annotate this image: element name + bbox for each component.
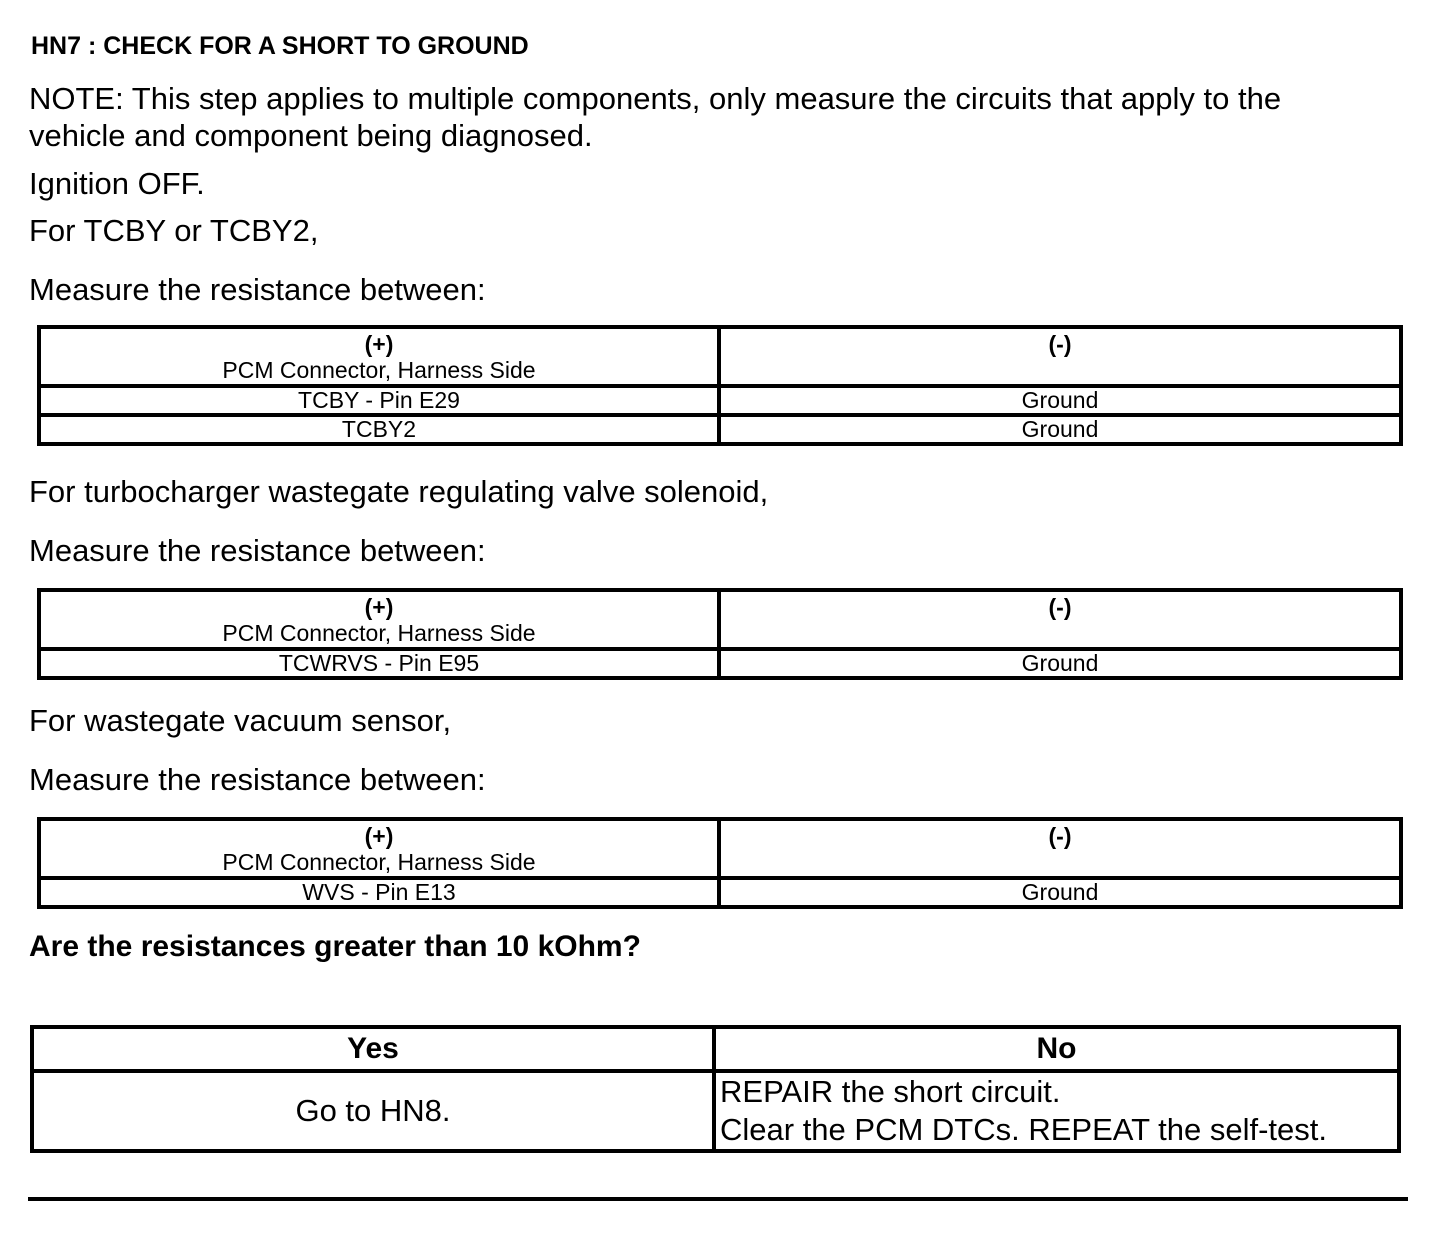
table-header-row — [39, 327, 1401, 386]
plus-symbol: (+) — [364, 823, 394, 849]
section-1-intro: For TCBY or TCBY2, — [29, 213, 319, 248]
section-3-measure: Measure the resistance between: — [29, 762, 486, 797]
minus-cell: Ground — [719, 386, 1401, 415]
table-row — [39, 878, 1401, 907]
table-row — [39, 649, 1401, 678]
minus-header: (-) — [719, 590, 1401, 649]
measurement-table-1 — [37, 325, 1403, 446]
minus-cell: Ground — [719, 878, 1401, 907]
no-action — [714, 1071, 1399, 1151]
bottom-divider — [28, 1197, 1408, 1201]
no-header: No — [714, 1027, 1399, 1071]
result-body-row — [32, 1071, 1399, 1151]
yes-action: Go to HN8. — [32, 1071, 714, 1151]
measurement-table-2 — [37, 588, 1403, 680]
minus-header: (-) — [719, 327, 1401, 386]
plus-header — [39, 590, 719, 649]
plus-header — [39, 327, 719, 386]
plus-cell: TCBY - Pin E29 — [39, 386, 719, 415]
plus-header — [39, 819, 719, 878]
note-line-2: vehicle and component being diagnosed. — [29, 118, 593, 153]
result-table — [30, 1025, 1401, 1153]
section-1-measure: Measure the resistance between: — [29, 272, 486, 307]
step-heading: HN7 : CHECK FOR A SHORT TO GROUND — [31, 32, 529, 60]
plus-cell: TCWRVS - Pin E95 — [39, 649, 719, 678]
table-header-row — [39, 590, 1401, 649]
result-header-row — [32, 1027, 1399, 1071]
plus-symbol: (+) — [364, 594, 394, 620]
minus-cell: Ground — [719, 649, 1401, 678]
section-3-intro: For wastegate vacuum sensor, — [29, 703, 452, 738]
plus-label: PCM Connector, Harness Side — [222, 849, 536, 875]
yes-header: Yes — [32, 1027, 714, 1071]
note-line-1: NOTE: This step applies to multiple components, only measure the circuits that apply to the — [29, 81, 1282, 116]
question: Are the resistances greater than 10 kOhm? — [29, 930, 641, 963]
no-action-line-1: REPAIR the short circuit. — [720, 1074, 1061, 1109]
minus-header: (-) — [719, 819, 1401, 878]
minus-cell: Ground — [719, 415, 1401, 444]
plus-label: PCM Connector, Harness Side — [222, 620, 536, 646]
section-2-measure: Measure the resistance between: — [29, 533, 486, 568]
ignition-instruction: Ignition OFF. — [29, 166, 205, 201]
no-action-line-2: Clear the PCM DTCs. REPEAT the self-test. — [720, 1112, 1327, 1147]
plus-symbol: (+) — [364, 331, 394, 357]
plus-label: PCM Connector, Harness Side — [222, 357, 536, 383]
table-row — [39, 386, 1401, 415]
plus-cell: WVS - Pin E13 — [39, 878, 719, 907]
table-row — [39, 415, 1401, 444]
plus-cell: TCBY2 — [39, 415, 719, 444]
measurement-table-3 — [37, 817, 1403, 909]
section-2-intro: For turbocharger wastegate regulating valve solenoid, — [29, 474, 769, 509]
table-header-row — [39, 819, 1401, 878]
